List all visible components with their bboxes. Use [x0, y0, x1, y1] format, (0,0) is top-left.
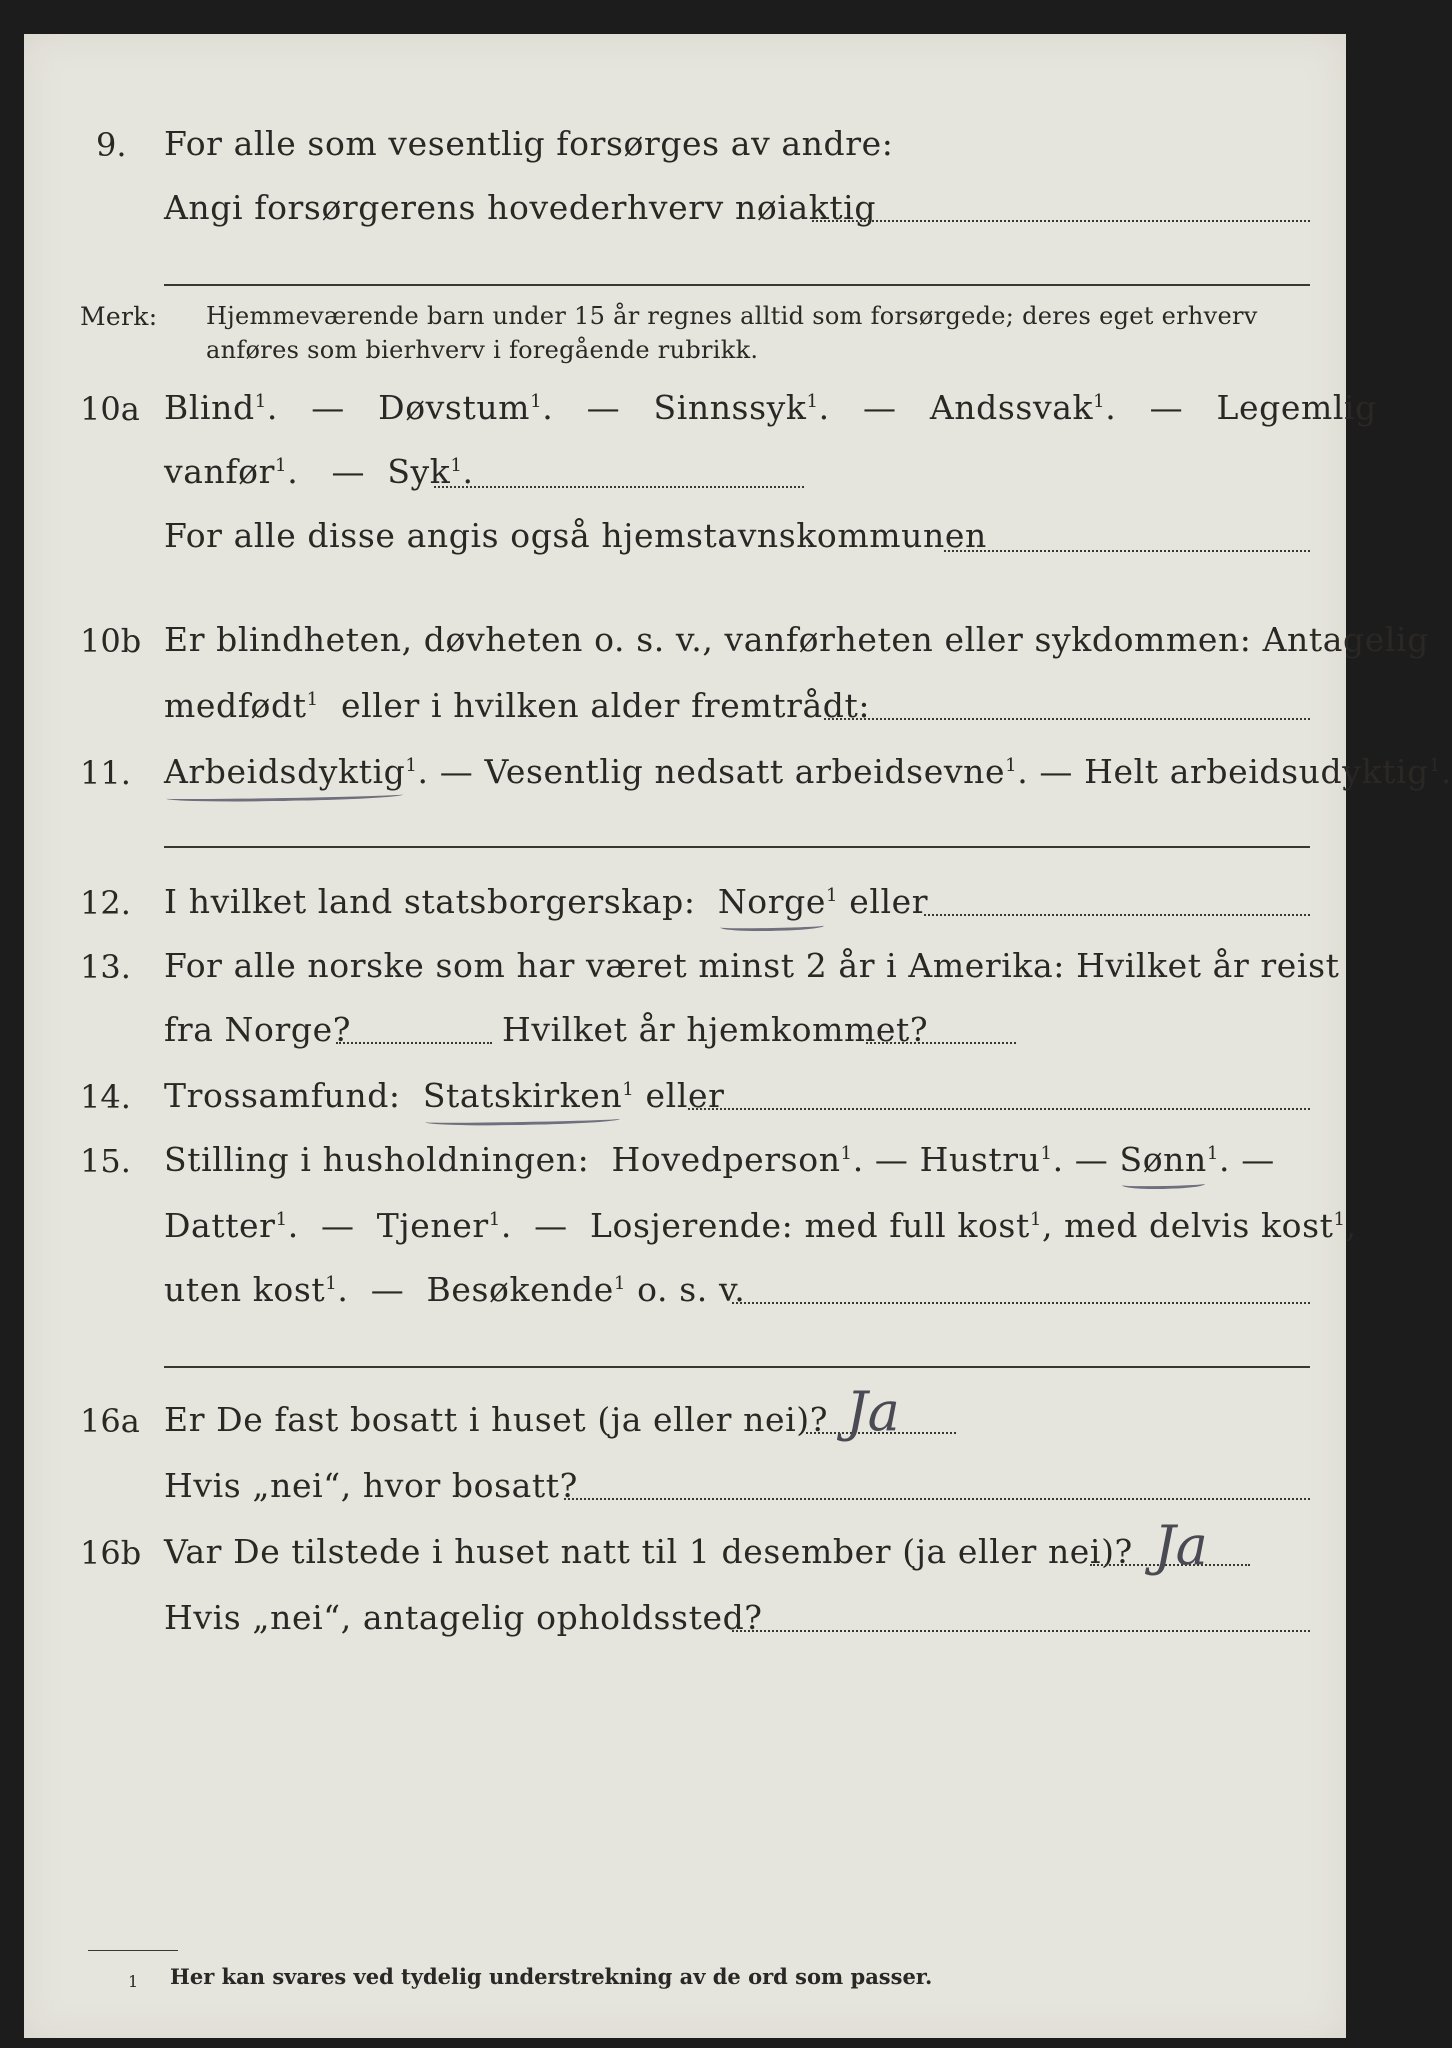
option-blind[interactable]: Blind — [164, 388, 255, 427]
q10b-fill[interactable] — [824, 718, 1310, 720]
q16a-handwritten-answer: Ja — [846, 1380, 900, 1443]
option-dovstum[interactable]: Døvstum — [378, 388, 531, 427]
q11-line1: Arbeidsdyktig$^1$. — Vesentlig nedsatt arbeidsevne$^1$. — Helt arbeidsudyktig$^1$. — [164, 752, 1452, 791]
q10a-line2: vanfør$^1$. — Syk$^1$. — [164, 452, 474, 491]
q13-line2a: fra Norge? — [164, 1010, 352, 1049]
q9-line1: For alle som vesentlig forsørges av andre: — [164, 124, 894, 163]
q11-number: 11. — [80, 754, 131, 792]
option-medfodt[interactable]: medfødt — [164, 686, 307, 725]
q10b-line1: Er blindheten, døvheten o. s. v., vanførheten eller sykdommen: Antagelig — [164, 620, 1429, 659]
q14-line: Trossamfund: Statskirken$^1$ eller — [164, 1076, 725, 1115]
option-besokende[interactable]: Besøkende — [426, 1270, 614, 1309]
q12-line: I hvilket land statsborgerskap: Norge$^1$ eller — [164, 882, 929, 921]
merk-line2: anføres som bierhverv i foregående rubrikk. — [206, 336, 759, 364]
option-norge[interactable]: Norge — [717, 882, 826, 921]
footnote-mark: 1 — [128, 1972, 139, 1991]
option-sinnssyk[interactable]: Sinnssyk — [653, 388, 807, 427]
q10a-kommune-fill[interactable] — [944, 550, 1310, 552]
option-syk[interactable]: Syk — [387, 452, 451, 491]
option-uten-kost[interactable]: uten kost — [164, 1270, 326, 1309]
q13-reist-fill[interactable] — [336, 1042, 492, 1044]
q9-fill-line[interactable] — [812, 220, 1310, 222]
option-vesentlig-nedsatt[interactable]: Vesentlig nedsatt arbeidsevne — [484, 752, 1006, 791]
q15-line3: uten kost$^1$. — Besøkende$^1$ o. s. v. — [164, 1270, 746, 1309]
q16b-opholdssted-fill[interactable] — [732, 1630, 1310, 1632]
option-arbeidsdyktig[interactable]: Arbeidsdyktig — [164, 752, 406, 791]
q15-line1: Stilling i husholdningen: Hovedperson$^1$. — Hustru$^1$. — Sønn$^1$. — — [164, 1140, 1275, 1179]
option-andssvak[interactable]: Andssvak — [929, 388, 1094, 427]
q10a-line1: Blind$^1$. — Døvstum$^1$. — Sinnssyk$^1$. — Andssvak$^1$. — Legemlig — [164, 388, 1377, 427]
q14-fill[interactable] — [688, 1108, 1310, 1110]
q16a-number: 16a — [80, 1402, 140, 1440]
q15-fill[interactable] — [732, 1302, 1310, 1304]
option-helt-arbeidsudyktig[interactable]: Helt arbeidsudyktig — [1084, 752, 1429, 791]
option-hovedperson[interactable]: Hovedperson — [611, 1140, 841, 1179]
footnote-divider — [88, 1950, 178, 1951]
q16a-line1: Er De fast bosatt i huset (ja eller nei)? — [164, 1400, 828, 1439]
q16a-line2: Hvis „nei“, hvor bosatt? — [164, 1466, 578, 1505]
q10a-line3: For alle disse angis også hjemstavnskommunen — [164, 516, 987, 555]
q13-hjemkommet-fill[interactable] — [866, 1042, 1016, 1044]
q16b-line2: Hvis „nei“, antagelig opholdssted? — [164, 1598, 763, 1637]
option-statskirken[interactable]: Statskirken — [422, 1076, 623, 1115]
q10b-number: 10b — [80, 622, 142, 660]
option-vanfor[interactable]: vanfør — [164, 452, 276, 491]
q16a-bosatt-fill[interactable] — [564, 1498, 1310, 1500]
q13-line1: For alle norske som har været minst 2 år i Amerika: Hvilket år reist — [164, 946, 1340, 985]
option-delvis-kost[interactable]: med delvis kost — [1064, 1206, 1334, 1245]
q15-answer-line[interactable] — [164, 1366, 1310, 1368]
option-sonn[interactable]: Sønn — [1119, 1140, 1207, 1179]
option-losjerende-full[interactable]: Losjerende: med full kost — [589, 1206, 1030, 1245]
q16b-handwritten-answer: Ja — [1154, 1514, 1208, 1577]
q16b-number: 16b — [80, 1534, 142, 1572]
footnote-text: Her kan svares ved tydelig understrekning av de ord som passer. — [170, 1964, 933, 1989]
q14-number: 14. — [80, 1078, 131, 1116]
option-tjener[interactable]: Tjener — [376, 1206, 489, 1245]
q9-answer-line[interactable] — [164, 284, 1310, 286]
q15-number: 15. — [80, 1142, 131, 1180]
census-form-page — [24, 34, 1452, 2038]
q10a-number: 10a — [80, 390, 140, 428]
q12-fill[interactable] — [924, 914, 1310, 916]
q12-number: 12. — [80, 884, 131, 922]
q16b-line1: Var De tilstede i huset natt til 1 desember (ja eller nei)? — [164, 1532, 1133, 1571]
option-datter[interactable]: Datter — [164, 1206, 276, 1245]
merk-line1: Hjemmeværende barn under 15 år regnes alltid som forsørgede; deres eget erhverv — [206, 302, 1258, 330]
q13-number: 13. — [80, 948, 131, 986]
q11-answer-line[interactable] — [164, 846, 1310, 848]
q10b-line2: medfødt$^1$ eller i hvilken alder fremtrådt: — [164, 686, 871, 725]
merk-label: Merk: — [80, 302, 158, 331]
option-hustru[interactable]: Hustru — [919, 1140, 1041, 1179]
q15-line2: Datter$^1$. — Tjener$^1$. — Losjerende: med full kost$^1$, med delvis kost$^1$, — [164, 1206, 1357, 1245]
q10a-syk-fill[interactable] — [434, 486, 804, 488]
option-legemlig[interactable]: Legemlig — [1216, 388, 1377, 427]
q9-line2: Angi forsørgerens hovederhverv nøiaktig — [164, 188, 877, 227]
q9-number: 9. — [96, 126, 127, 164]
q13-line2b: Hvilket år hjemkommet? — [502, 1010, 929, 1049]
